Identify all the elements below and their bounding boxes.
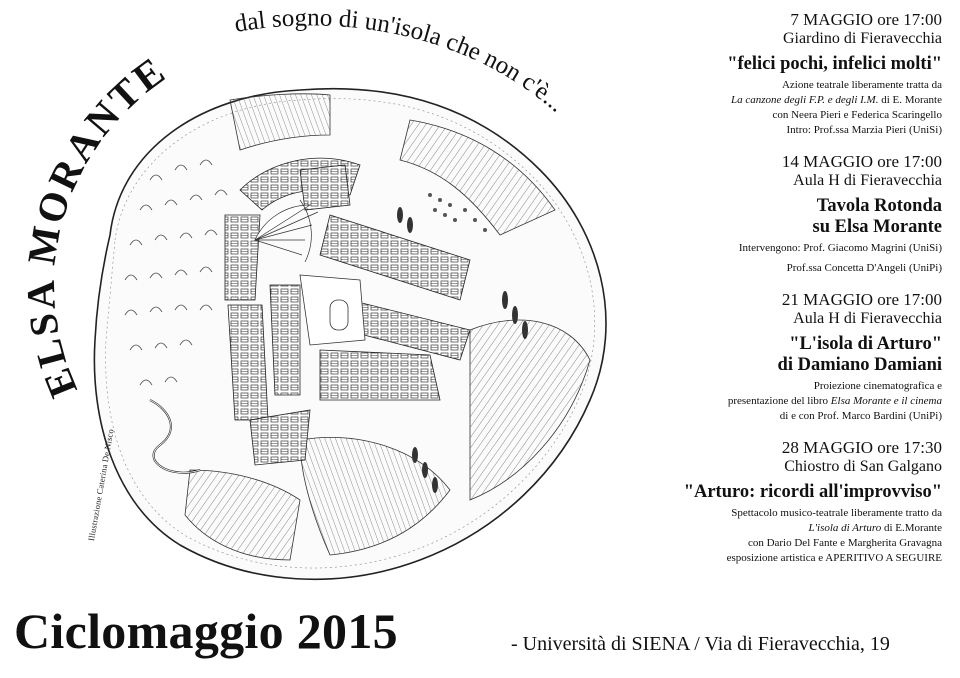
event-intro: Intro: Prof.ssa Marzia Pieri (UniSi)	[786, 124, 942, 136]
event-date: 14 MAGGIO ore 17:00	[781, 152, 942, 171]
event-source	[612, 93, 942, 108]
event-description: Proiezione cinematografica e	[813, 380, 942, 392]
event-date: 21 MAGGIO ore 17:00	[781, 290, 942, 309]
book-title: Elsa Morante e il cinema	[830, 395, 942, 407]
source-title: La canzone degli F.P. e degli I.M.	[730, 94, 879, 106]
source-author: di E.Morante	[881, 522, 942, 534]
event-4	[612, 438, 942, 566]
event-title-line: su Elsa Morante	[812, 217, 942, 237]
event-2	[612, 152, 942, 276]
festival-title: Ciclomaggio 2015	[14, 603, 398, 659]
event-title-line: Tavola Rotonda	[816, 196, 942, 216]
event-speaker: Intervengono: Prof. Giacomo Magrini (UniSi)	[738, 242, 942, 254]
event-date: 28 MAGGIO ore 17:30	[781, 438, 942, 457]
event-title	[612, 196, 942, 238]
event-1	[612, 10, 942, 138]
event-title	[612, 334, 942, 376]
event-extra: esposizione artistica e APERITIVO A SEGUIRE	[726, 552, 942, 564]
event-description: Spettacolo musico-teatrale liberamente tratto da	[731, 507, 942, 519]
tagline: dal sogno di un'isola che non c'è...	[232, 4, 571, 118]
events-column	[612, 10, 942, 580]
event-title-line: "L'isola di Arturo"	[789, 334, 942, 354]
event-title: "Arturo: ricordi all'improvviso"	[683, 482, 942, 502]
source-title: L'isola di Arturo	[808, 522, 882, 534]
event-description: Azione teatrale liberamente tratta da	[781, 79, 942, 91]
author-title: ELSA MORANTE	[17, 46, 175, 404]
event-3	[612, 290, 942, 424]
event-cast: con Dario Del Fante e Margherita Gravagna	[747, 537, 942, 549]
event-place: Chiostro di San Galgano	[784, 458, 942, 475]
event-place: Aula H di Fieravecchia	[793, 172, 942, 189]
book-intro: presentazione del libro	[727, 395, 831, 407]
event-place: Giardino di Fieravecchia	[782, 30, 942, 47]
event-speaker: Prof.ssa Concetta D'Angeli (UniPi)	[786, 262, 942, 274]
event-date: 7 MAGGIO ore 17:00	[790, 10, 942, 29]
event-source	[612, 521, 942, 536]
illustration-credit: Illustrazione Caterina De Nisco	[86, 428, 116, 542]
event-cast: con Neera Pieri e Federica Scaringello	[772, 109, 942, 121]
event-book	[612, 394, 942, 409]
event-title-line: di Damiano Damiani	[777, 355, 942, 375]
event-speaker: di e con Prof. Marco Bardini (UniPi)	[779, 410, 942, 422]
source-author: di E. Morante	[878, 94, 942, 106]
venue-address: - Università di SIENA / Via di Fieravecchia, 19	[511, 633, 890, 655]
event-place: Aula H di Fieravecchia	[793, 310, 942, 327]
event-title: "felici pochi, infelici molti"	[727, 54, 942, 74]
